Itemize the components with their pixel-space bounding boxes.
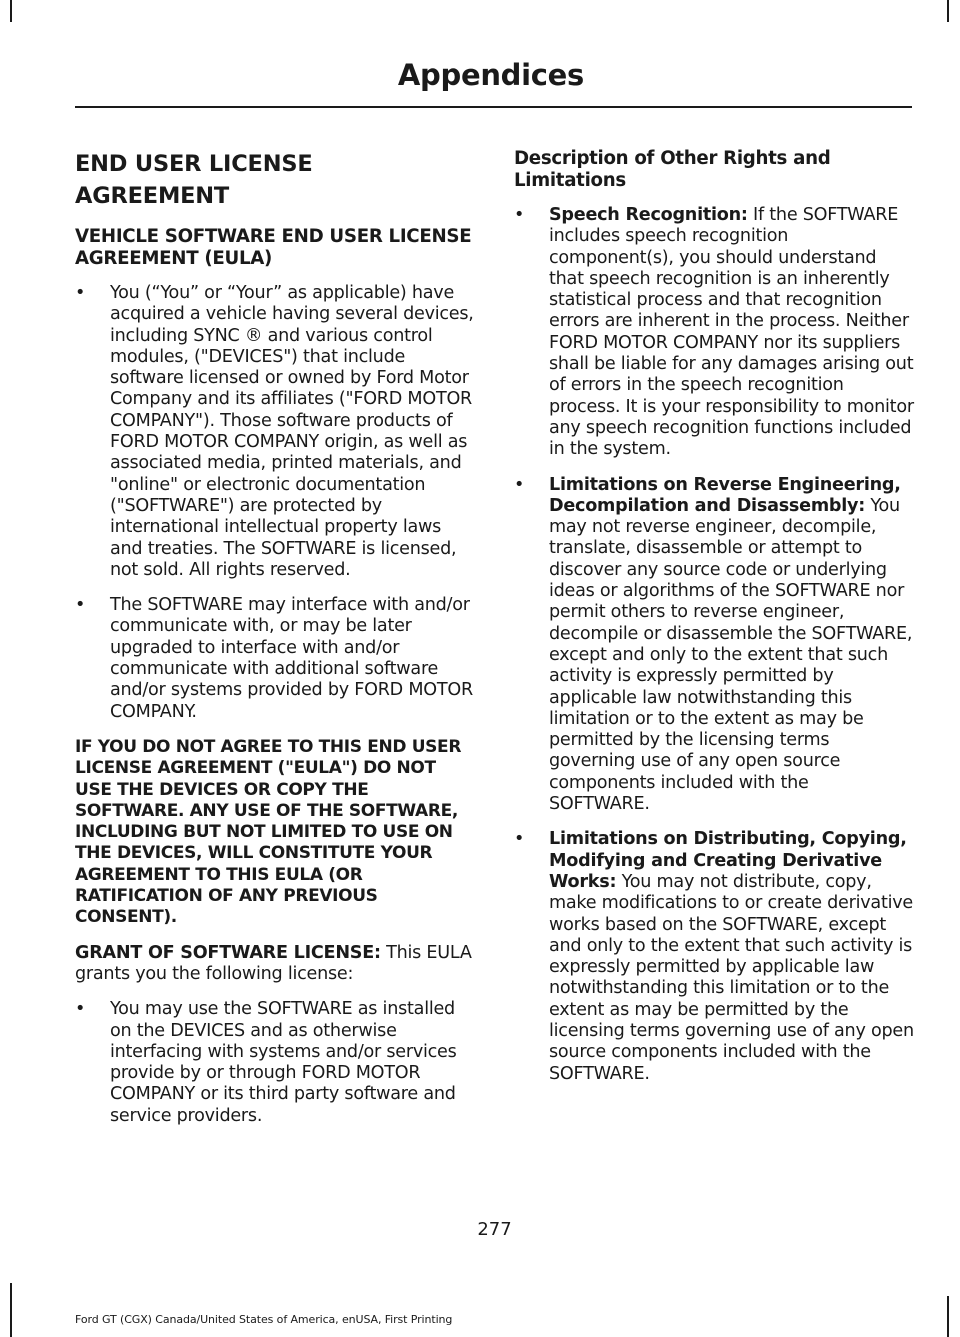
crop-mark [10, 1283, 12, 1337]
crop-mark [947, 1296, 949, 1337]
page-section-title: Appendices [397, 58, 584, 92]
list-item: • You (“You” or “Your” as applicable) have acquired a vehicle having several devices, including SYNC ® and various control modules, ("DEVICES") that include software licensed or owned by Ford Motor Company and its affiliates ("FORD MOTOR COMPANY"). Those software products of FORD MOTOR COMPANY origin, as well as associated media, printed materials, and "online" or electronic documentation ("SOFTWARE") are protected by international intellectual property laws and treaties. The SOFTWARE is licensed, not sold. All rights reserved. [75, 283, 474, 580]
bullet-icon: • [514, 829, 525, 850]
bullet-icon: • [514, 205, 525, 225]
bullet-icon: • [514, 474, 525, 495]
item-label: Limitations on Reverse Engineering, Decompilation and Disassembly: [549, 474, 901, 516]
header-divider [75, 106, 912, 108]
item-label: Speech Recognition: [549, 205, 748, 225]
agreement-notice: IF YOU DO NOT AGREE TO THIS END USER LICENSE AGREEMENT ("EULA") DO NOT USE THE DEVICES OR COPY THE SOFTWARE. ANY USE OF THE SOFTWARE, INCLUDING BUT NOT LIMITED TO USE ON THE DEVICES, WILL CONSTITUTE YOUR AGREEMENT TO THIS EULA (OR RATIFICATION OF ANY PREVIOUS CONSENT). [75, 736, 462, 928]
bullet-icon: • [75, 595, 86, 616]
footer-text: Ford GT (CGX) Canada/United States of America, enUSA, First Printing [75, 1313, 453, 1326]
grant-label: GRANT OF SOFTWARE LICENSE: [75, 942, 381, 963]
page-number: 277 [477, 1219, 512, 1240]
item-label: Limitations on Distributing, Copying, Modifying and Creating Derivative Works: [549, 829, 907, 892]
section-heading: Description of Other Rights and Limitations [514, 148, 831, 191]
right-column [514, 148, 914, 1099]
crop-mark [947, 0, 949, 22]
list-item: • Limitations on Reverse Engineering, Decompilation and Disassembly: You may not reverse engineer, decompile, translate, disassemble or attempt to discover any source code or underlying ideas or algorithms of the SOFTWARE nor permit others to reverse engineer, decompile or disassemble the SOFTWARE, except and only to the extent that such activity is expressly permitted by applicable law notwithstanding this limitation or to the extent as may be permitted by the licensing terms governing use of any open source components included with the SOFTWARE. [514, 474, 913, 815]
left-column [75, 148, 475, 1141]
list-item: • Speech Recognition: If the SOFTWARE includes speech recognition component(s), you should understand that speech recognition is an inherently statistical process and that recognition errors are inherent in the process. Neither FORD MOTOR COMPANY nor its suppliers shall be liable for any damages arising out of errors in the speech recognition process. It is your responsibility to monitor any speech recognition functions included in the system. [514, 205, 914, 460]
list-item: • Limitations on Distributing, Copying, Modifying and Creating Derivative Works: You may not distribute, copy, make modifications to or create derivative works based on the SOFTWARE, except and only to the extent that such activity is expressly permitted by applicable law notwithstanding this limitation or to the extent as may be permitted by the licensing terms governing use of any open source components included with the SOFTWARE. [514, 829, 914, 1084]
grant-paragraph: GRANT OF SOFTWARE LICENSE: This EULA grants you the following license: [75, 942, 472, 984]
bullet-icon: • [75, 999, 86, 1020]
eula-subtitle: VEHICLE SOFTWARE END USER LICENSE AGREEMENT (EULA) [75, 226, 472, 269]
document-title: END USER LICENSE AGREEMENT [75, 151, 313, 209]
list-item: • The SOFTWARE may interface with and/or communicate with, or may be later upgraded to interface with and/or communicate with additional software and/or systems provided by FORD MOTOR COMPANY. [75, 595, 473, 722]
bullet-icon: • [75, 283, 86, 303]
crop-mark [10, 0, 12, 22]
list-item: • You may use the SOFTWARE as installed on the DEVICES and as otherwise interfacing with systems and/or services provide by or through FORD MOTOR COMPANY or its third party software and service providers. [75, 999, 457, 1126]
